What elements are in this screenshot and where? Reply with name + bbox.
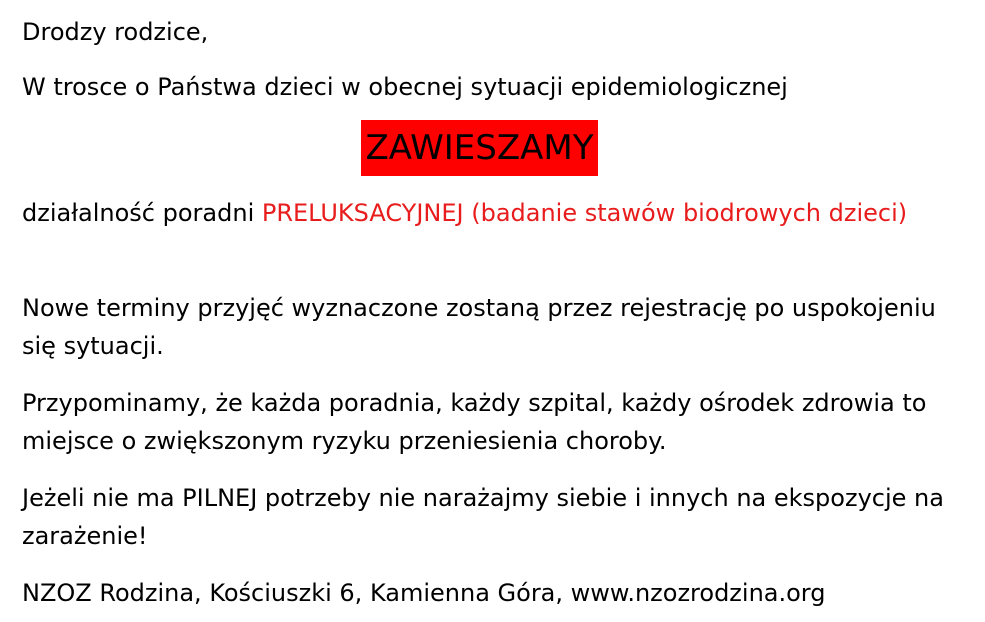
paragraph-new-dates: Nowe terminy przyjęć wyznaczone zostaną przez rejestrację po uspokojeniu się sytuacji. [22, 294, 936, 360]
footer-contact: NZOZ Rodzina, Kościuszki 6, Kamienna Góra, www.nzozrodzina.org [22, 579, 826, 607]
suspension-banner: ZAWIESZAMY [361, 120, 597, 176]
intro-text: W trosce o Państwa dzieci w obecnej sytuacji epidemiologicznej [22, 73, 788, 101]
clinic-name-highlight: PRELUKSACYJNEJ (badanie stawów biodrowych dzieci) [261, 199, 908, 227]
paragraph1-prefix: działalność poradni [22, 199, 262, 227]
paragraph-warning: Jeżeli nie ma PILNEJ potrzeby nie narażajmy siebie i innych na ekspozycje na zarażenie! [22, 484, 944, 550]
paragraph-clinic-suspension [22, 194, 967, 232]
banner-row [22, 120, 967, 176]
greeting-text: Drodzy rodzice, [22, 18, 209, 46]
paragraph-reminder: Przypominamy, że każda poradnia, każdy szpital, każdy ośrodek zdrowia to miejsce o zwiększonym ryzyku przeniesienia choroby. [22, 389, 927, 455]
